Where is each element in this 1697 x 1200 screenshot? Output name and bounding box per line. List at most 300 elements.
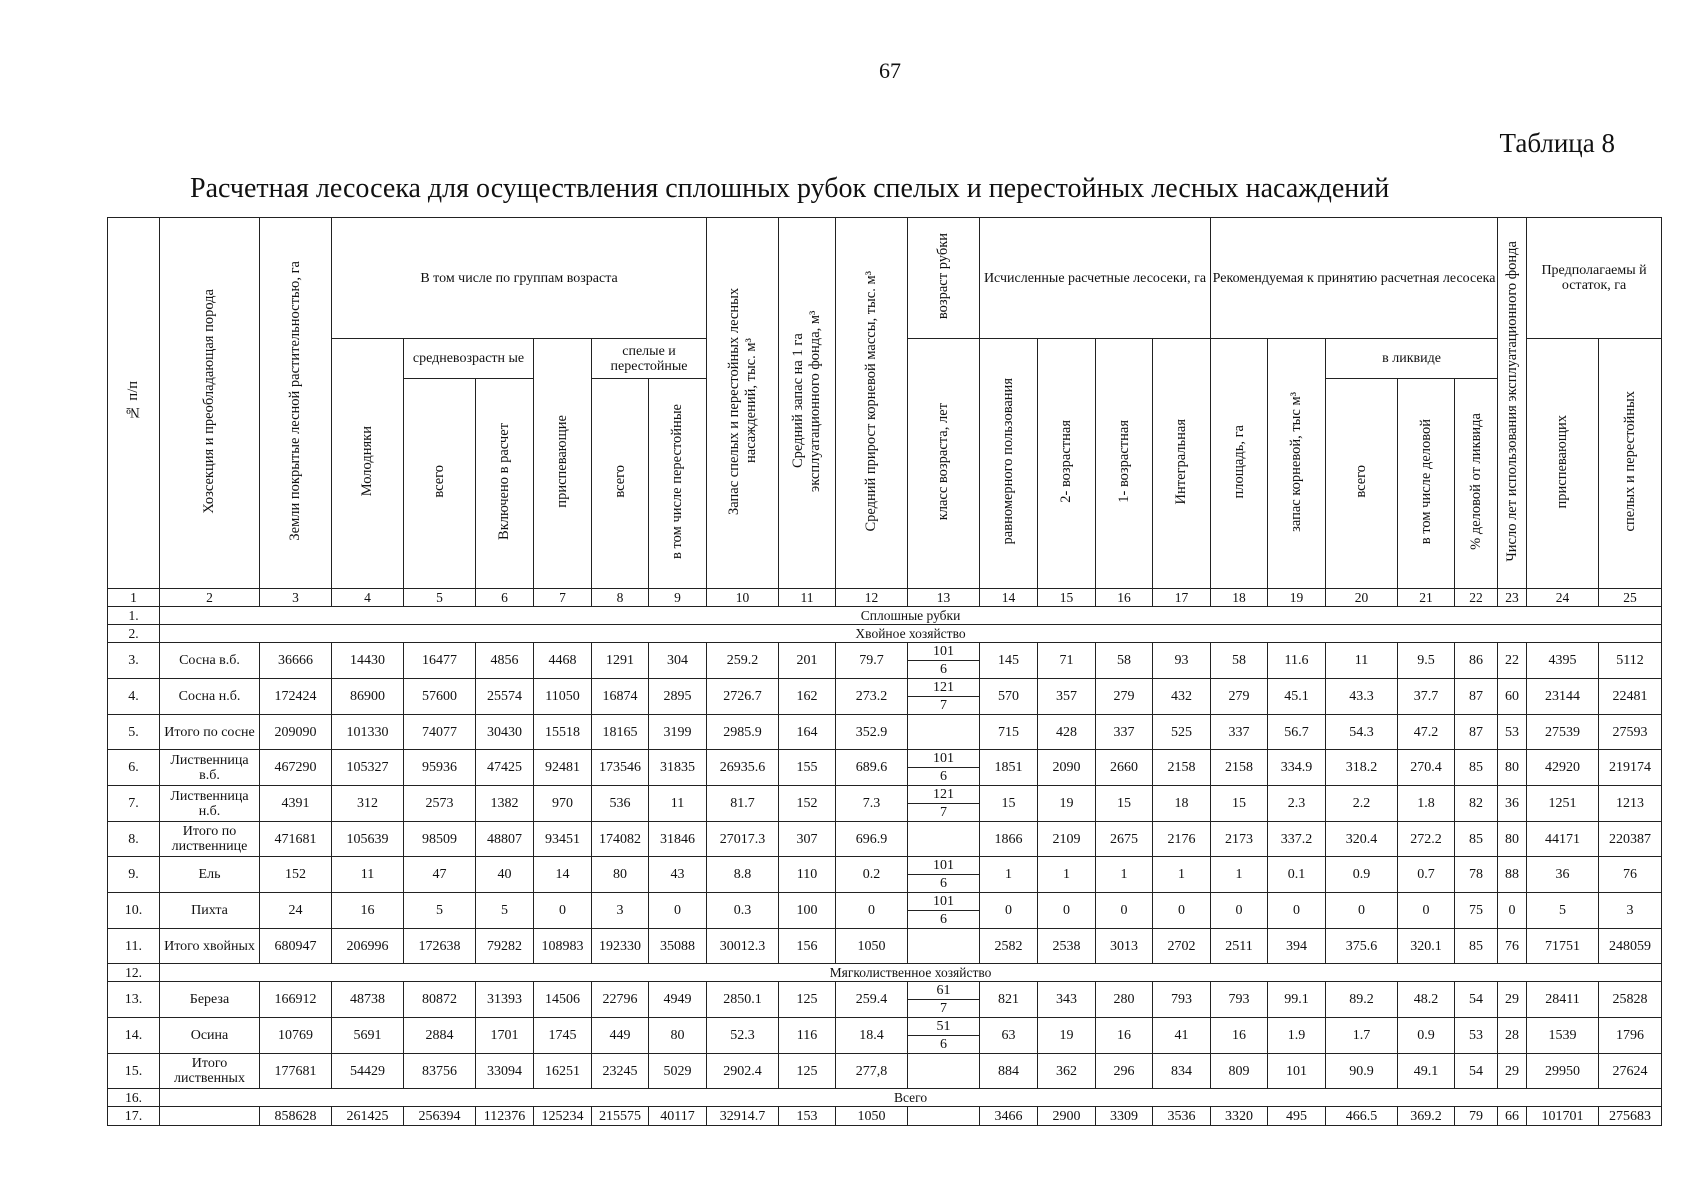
cell: 156: [779, 929, 836, 964]
column-number: 21: [1398, 589, 1455, 607]
cell: 0: [1326, 893, 1398, 929]
cell: 36: [1527, 857, 1599, 893]
age-fraction: [908, 1018, 980, 1054]
cell: 689.6: [836, 750, 908, 786]
species-name: Лиственница н.б.: [160, 786, 260, 822]
cell: 80: [592, 857, 649, 893]
cell: 0.1: [1268, 857, 1326, 893]
section-row: [108, 625, 1662, 643]
cell: 2511: [1211, 929, 1268, 964]
cell: 320.4: [1326, 822, 1398, 857]
cell: 312: [332, 786, 404, 822]
cell: 1866: [980, 822, 1038, 857]
cell: 1: [1211, 857, 1268, 893]
cell: 680947: [260, 929, 332, 964]
cell: 30430: [476, 715, 534, 750]
cell: 99.1: [1268, 982, 1326, 1018]
header-cell: в ликвиде: [1326, 339, 1498, 379]
row-number: 13.: [108, 982, 160, 1018]
cell: 2176: [1153, 822, 1211, 857]
cell: 3466: [980, 1107, 1038, 1126]
column-number: 13: [908, 589, 980, 607]
cell: 43.3: [1326, 679, 1398, 715]
cell: 280: [1096, 982, 1153, 1018]
cell: 0.7: [1398, 857, 1455, 893]
header-cell: 1- возрастная: [1096, 339, 1153, 589]
cell: 86: [1455, 643, 1498, 679]
cell: 172424: [260, 679, 332, 715]
section-row: [108, 964, 1662, 982]
cell: 4395: [1527, 643, 1599, 679]
cell: 90.9: [1326, 1054, 1398, 1089]
cell: 87: [1455, 715, 1498, 750]
row-number: 16.: [108, 1089, 160, 1107]
cell: 16: [332, 893, 404, 929]
section-label: Мягколиственное хозяйство: [160, 964, 1662, 982]
age-fraction: [908, 679, 980, 715]
cell: 18: [1153, 786, 1211, 822]
cell: 337.2: [1268, 822, 1326, 857]
cell: 334.9: [1268, 750, 1326, 786]
cell: 53: [1455, 1018, 1498, 1054]
column-number: 17: [1153, 589, 1211, 607]
table-title: Расчетная лесосека для осуществления сплошных рубок спелых и перестойных лесных насаждений: [190, 173, 1390, 204]
cell: 696.9: [836, 822, 908, 857]
cell: 3309: [1096, 1107, 1153, 1126]
header-cell: Предполагаемы й остаток, га: [1527, 218, 1662, 339]
cell: 54.3: [1326, 715, 1398, 750]
cell: 24: [260, 893, 332, 929]
cell: [908, 1107, 980, 1126]
cell: 48.2: [1398, 982, 1455, 1018]
cell: 18.4: [836, 1018, 908, 1054]
cell: 1: [1096, 857, 1153, 893]
header-cell: спелых и перестойных: [1599, 339, 1662, 589]
cell: 23245: [592, 1054, 649, 1089]
row-number: 3.: [108, 643, 160, 679]
cell: 92481: [534, 750, 592, 786]
cell: 0: [980, 893, 1038, 929]
cell: 80872: [404, 982, 476, 1018]
cell: 36: [1498, 786, 1527, 822]
cell: 152: [260, 857, 332, 893]
age-fraction: [908, 893, 980, 929]
header-cell: равномерного пользования: [980, 339, 1038, 589]
cell: 22796: [592, 982, 649, 1018]
column-number: 14: [980, 589, 1038, 607]
species-name: Сосна н.б.: [160, 679, 260, 715]
cell: 1050: [836, 929, 908, 964]
cell: 2850.1: [707, 982, 779, 1018]
cell: 1: [980, 857, 1038, 893]
row-number: 7.: [108, 786, 160, 822]
age-class: 6: [940, 662, 948, 677]
cell: 2884: [404, 1018, 476, 1054]
cell: 14: [534, 857, 592, 893]
header-cell: всего: [592, 379, 649, 589]
cell: 101701: [1527, 1107, 1599, 1126]
column-number: 24: [1527, 589, 1599, 607]
cell: 101: [1268, 1054, 1326, 1089]
cell: 26935.6: [707, 750, 779, 786]
cell: 60: [1498, 679, 1527, 715]
cell: 100: [779, 893, 836, 929]
cell: 2.2: [1326, 786, 1398, 822]
cell: 5: [404, 893, 476, 929]
age-fraction: [908, 786, 980, 822]
cell: 970: [534, 786, 592, 822]
cell: 174082: [592, 822, 649, 857]
row-number: 1.: [108, 607, 160, 625]
cell: 858628: [260, 1107, 332, 1126]
header-cell: Запас спелых и перестойных лесных насаждений, тыс. м³: [707, 218, 779, 589]
species-name: Береза: [160, 982, 260, 1018]
cell: 10769: [260, 1018, 332, 1054]
cell: 1: [1038, 857, 1096, 893]
column-number: 25: [1599, 589, 1662, 607]
cell: 57600: [404, 679, 476, 715]
cell: 79: [1455, 1107, 1498, 1126]
cell: 162: [779, 679, 836, 715]
cell: 105639: [332, 822, 404, 857]
column-number: 2: [160, 589, 260, 607]
cell: 1745: [534, 1018, 592, 1054]
cell: 1.9: [1268, 1018, 1326, 1054]
cell: 85: [1455, 929, 1498, 964]
cell: 172638: [404, 929, 476, 964]
species-name: Осина: [160, 1018, 260, 1054]
cell: 279: [1096, 679, 1153, 715]
age-class: 6: [940, 1037, 948, 1052]
cell: 18165: [592, 715, 649, 750]
header-cell: Рекомендуемая к принятию расчетная лесосека: [1211, 218, 1498, 339]
table-row: [108, 929, 1662, 964]
cell: 47425: [476, 750, 534, 786]
cell: 428: [1038, 715, 1096, 750]
cell: 279: [1211, 679, 1268, 715]
header-cell: % деловой от ликвида: [1455, 379, 1498, 589]
cell: 2985.9: [707, 715, 779, 750]
table-row: [108, 643, 1662, 679]
cell: 48738: [332, 982, 404, 1018]
cell: 16251: [534, 1054, 592, 1089]
header-cell: Земли покрытые лесной растительностью, га: [260, 218, 332, 589]
cell: 275683: [1599, 1107, 1662, 1126]
cell: 2109: [1038, 822, 1096, 857]
cell: 112376: [476, 1107, 534, 1126]
cell: 2538: [1038, 929, 1096, 964]
cell: 14506: [534, 982, 592, 1018]
cell: 375.6: [1326, 929, 1398, 964]
cell: 41: [1153, 1018, 1211, 1054]
row-number: 10.: [108, 893, 160, 929]
column-number: 5: [404, 589, 476, 607]
header-cell: Средний запас на 1 га эксплуатационного фонда, м³: [779, 218, 836, 589]
cell: 2.3: [1268, 786, 1326, 822]
cell: 4949: [649, 982, 707, 1018]
column-number: 1: [108, 589, 160, 607]
cell: 125: [779, 1054, 836, 1089]
cell: 32914.7: [707, 1107, 779, 1126]
cell: 31835: [649, 750, 707, 786]
cell: 357: [1038, 679, 1096, 715]
cell: 2573: [404, 786, 476, 822]
cell: 35088: [649, 929, 707, 964]
cell: 40117: [649, 1107, 707, 1126]
species-name: Лиственница в.б.: [160, 750, 260, 786]
row-number: 15.: [108, 1054, 160, 1089]
header-cell: Исчисленные расчетные лесосеки, га: [980, 218, 1211, 339]
cell: 125234: [534, 1107, 592, 1126]
cell: 273.2: [836, 679, 908, 715]
age-class: 6: [940, 769, 948, 784]
cell: [908, 1054, 980, 1089]
cell: 53: [1498, 715, 1527, 750]
cutting-age: 101: [908, 643, 979, 661]
cell: 153: [779, 1107, 836, 1126]
cell: 834: [1153, 1054, 1211, 1089]
cell: 56.7: [1268, 715, 1326, 750]
cell: 0.2: [836, 857, 908, 893]
cell: 2582: [980, 929, 1038, 964]
cell: 0: [1268, 893, 1326, 929]
section-row: [108, 607, 1662, 625]
column-number: 10: [707, 589, 779, 607]
cell: 87: [1455, 679, 1498, 715]
cell: 5112: [1599, 643, 1662, 679]
cell: 145: [980, 643, 1038, 679]
cell: 270.4: [1398, 750, 1455, 786]
cell: 16: [1211, 1018, 1268, 1054]
cell: 0.9: [1326, 857, 1398, 893]
cell: 272.2: [1398, 822, 1455, 857]
cell: 27624: [1599, 1054, 1662, 1089]
header-cell: всего: [1326, 379, 1398, 589]
cell: [908, 822, 980, 857]
cell: 2702: [1153, 929, 1211, 964]
cell: 52.3: [707, 1018, 779, 1054]
table-row: [108, 982, 1662, 1018]
cell: 80: [1498, 750, 1527, 786]
cell: 1851: [980, 750, 1038, 786]
cell: 155: [779, 750, 836, 786]
header-cell: Хозсекция и преобладающая порода: [160, 218, 260, 589]
row-number: 5.: [108, 715, 160, 750]
cell: 28411: [1527, 982, 1599, 1018]
cell: 525: [1153, 715, 1211, 750]
cell: 152: [779, 786, 836, 822]
cell: 48807: [476, 822, 534, 857]
cell: 1291: [592, 643, 649, 679]
table-row: [108, 715, 1662, 750]
cell: 74077: [404, 715, 476, 750]
cell: 2895: [649, 679, 707, 715]
cell: 1796: [1599, 1018, 1662, 1054]
cell: 44171: [1527, 822, 1599, 857]
cell: 11: [1326, 643, 1398, 679]
cell: 296: [1096, 1054, 1153, 1089]
age-class: 7: [940, 698, 948, 713]
cell: 19: [1038, 786, 1096, 822]
cell: 93: [1153, 643, 1211, 679]
column-number: 16: [1096, 589, 1153, 607]
header-cell: всего: [404, 379, 476, 589]
cell: 3199: [649, 715, 707, 750]
row-number: 4.: [108, 679, 160, 715]
cell: 27539: [1527, 715, 1599, 750]
section-label: Всего: [160, 1089, 1662, 1107]
cell: 28: [1498, 1018, 1527, 1054]
cell: 318.2: [1326, 750, 1398, 786]
cell: 45.1: [1268, 679, 1326, 715]
cell: 715: [980, 715, 1038, 750]
species-name: Итого хвойных: [160, 929, 260, 964]
cell: 47.2: [1398, 715, 1455, 750]
cell: 1539: [1527, 1018, 1599, 1054]
age-fraction: [908, 857, 980, 893]
cell: 49.1: [1398, 1054, 1455, 1089]
table-row: [108, 1107, 1662, 1126]
cell: [908, 929, 980, 964]
cell: 215575: [592, 1107, 649, 1126]
cell: 2173: [1211, 822, 1268, 857]
row-number: 11.: [108, 929, 160, 964]
row-number: 12.: [108, 964, 160, 982]
cell: 58: [1096, 643, 1153, 679]
cell: 1.7: [1326, 1018, 1398, 1054]
cell: 23144: [1527, 679, 1599, 715]
cell: 2660: [1096, 750, 1153, 786]
header-cell: В том числе по группам возраста: [332, 218, 707, 339]
age-class: 7: [940, 805, 948, 820]
cell: 0: [836, 893, 908, 929]
cell: 86900: [332, 679, 404, 715]
header-cell: Молодняки: [332, 339, 404, 589]
cell: 177681: [260, 1054, 332, 1089]
cell: 79282: [476, 929, 534, 964]
cell: 15: [980, 786, 1038, 822]
cell: 2675: [1096, 822, 1153, 857]
cell: 793: [1211, 982, 1268, 1018]
cell: 11: [649, 786, 707, 822]
cell: 75: [1455, 893, 1498, 929]
cell: 16: [1096, 1018, 1153, 1054]
table-row: [108, 1018, 1662, 1054]
age-class: 6: [940, 912, 948, 927]
cell: 0: [1398, 893, 1455, 929]
cell: 47: [404, 857, 476, 893]
age-fraction: [908, 643, 980, 679]
header-cell: спелые и перестойные: [592, 339, 707, 379]
cell: 0: [649, 893, 707, 929]
cell: 76: [1498, 929, 1527, 964]
page-number: 67: [879, 58, 901, 83]
cell: 29: [1498, 1054, 1527, 1089]
cell: 25828: [1599, 982, 1662, 1018]
cell: 0: [1211, 893, 1268, 929]
section-label: Сплошные рубки: [160, 607, 1662, 625]
column-number: 8: [592, 589, 649, 607]
cell: 81.7: [707, 786, 779, 822]
header-cell: возраст рубки: [908, 218, 980, 339]
cell: 0.9: [1398, 1018, 1455, 1054]
cell: 449: [592, 1018, 649, 1054]
cell: 1251: [1527, 786, 1599, 822]
cell: 3: [1599, 893, 1662, 929]
column-number: 9: [649, 589, 707, 607]
cell: 2158: [1211, 750, 1268, 786]
cell: 5029: [649, 1054, 707, 1089]
cell: 71751: [1527, 929, 1599, 964]
cell: 2900: [1038, 1107, 1096, 1126]
cell: 536: [592, 786, 649, 822]
cell: 31846: [649, 822, 707, 857]
cell: 83756: [404, 1054, 476, 1089]
cell: 27593: [1599, 715, 1662, 750]
cell: 66: [1498, 1107, 1527, 1126]
cell: 1213: [1599, 786, 1662, 822]
cell: 33094: [476, 1054, 534, 1089]
cell: 3013: [1096, 929, 1153, 964]
cell: 71: [1038, 643, 1096, 679]
cell: 76: [1599, 857, 1662, 893]
cell: 394: [1268, 929, 1326, 964]
cell: 352.9: [836, 715, 908, 750]
column-number: 19: [1268, 589, 1326, 607]
header-cell: 2- возрастная: [1038, 339, 1096, 589]
cell: 884: [980, 1054, 1038, 1089]
column-number: 23: [1498, 589, 1527, 607]
column-number: 12: [836, 589, 908, 607]
cell: 37.7: [1398, 679, 1455, 715]
cell: 793: [1153, 982, 1211, 1018]
column-number: 22: [1455, 589, 1498, 607]
age-class: 7: [940, 1001, 948, 1016]
cell: 29: [1498, 982, 1527, 1018]
cell: 206996: [332, 929, 404, 964]
cell: 93451: [534, 822, 592, 857]
cell: 166912: [260, 982, 332, 1018]
table-row: [108, 1054, 1662, 1089]
column-number-row: [108, 589, 1662, 607]
cell: 570: [980, 679, 1038, 715]
species-name: Итого по лиственнице: [160, 822, 260, 857]
cell: 256394: [404, 1107, 476, 1126]
cell: 467290: [260, 750, 332, 786]
cell: 101330: [332, 715, 404, 750]
cell: 1382: [476, 786, 534, 822]
cell: 98509: [404, 822, 476, 857]
cutting-age: 121: [908, 786, 979, 804]
cell: 471681: [260, 822, 332, 857]
cell: 89.2: [1326, 982, 1398, 1018]
section-row: [108, 1089, 1662, 1107]
cutting-age: 101: [908, 750, 979, 768]
cell: 337: [1211, 715, 1268, 750]
cell: 432: [1153, 679, 1211, 715]
cell: 343: [1038, 982, 1096, 1018]
row-number: 9.: [108, 857, 160, 893]
cell: 78: [1455, 857, 1498, 893]
cell: 259.2: [707, 643, 779, 679]
row-number: 14.: [108, 1018, 160, 1054]
cell: 5: [1527, 893, 1599, 929]
cell: 1: [1153, 857, 1211, 893]
cell: 1050: [836, 1107, 908, 1126]
species-name: Сосна в.б.: [160, 643, 260, 679]
cell: 3536: [1153, 1107, 1211, 1126]
cell: 16477: [404, 643, 476, 679]
